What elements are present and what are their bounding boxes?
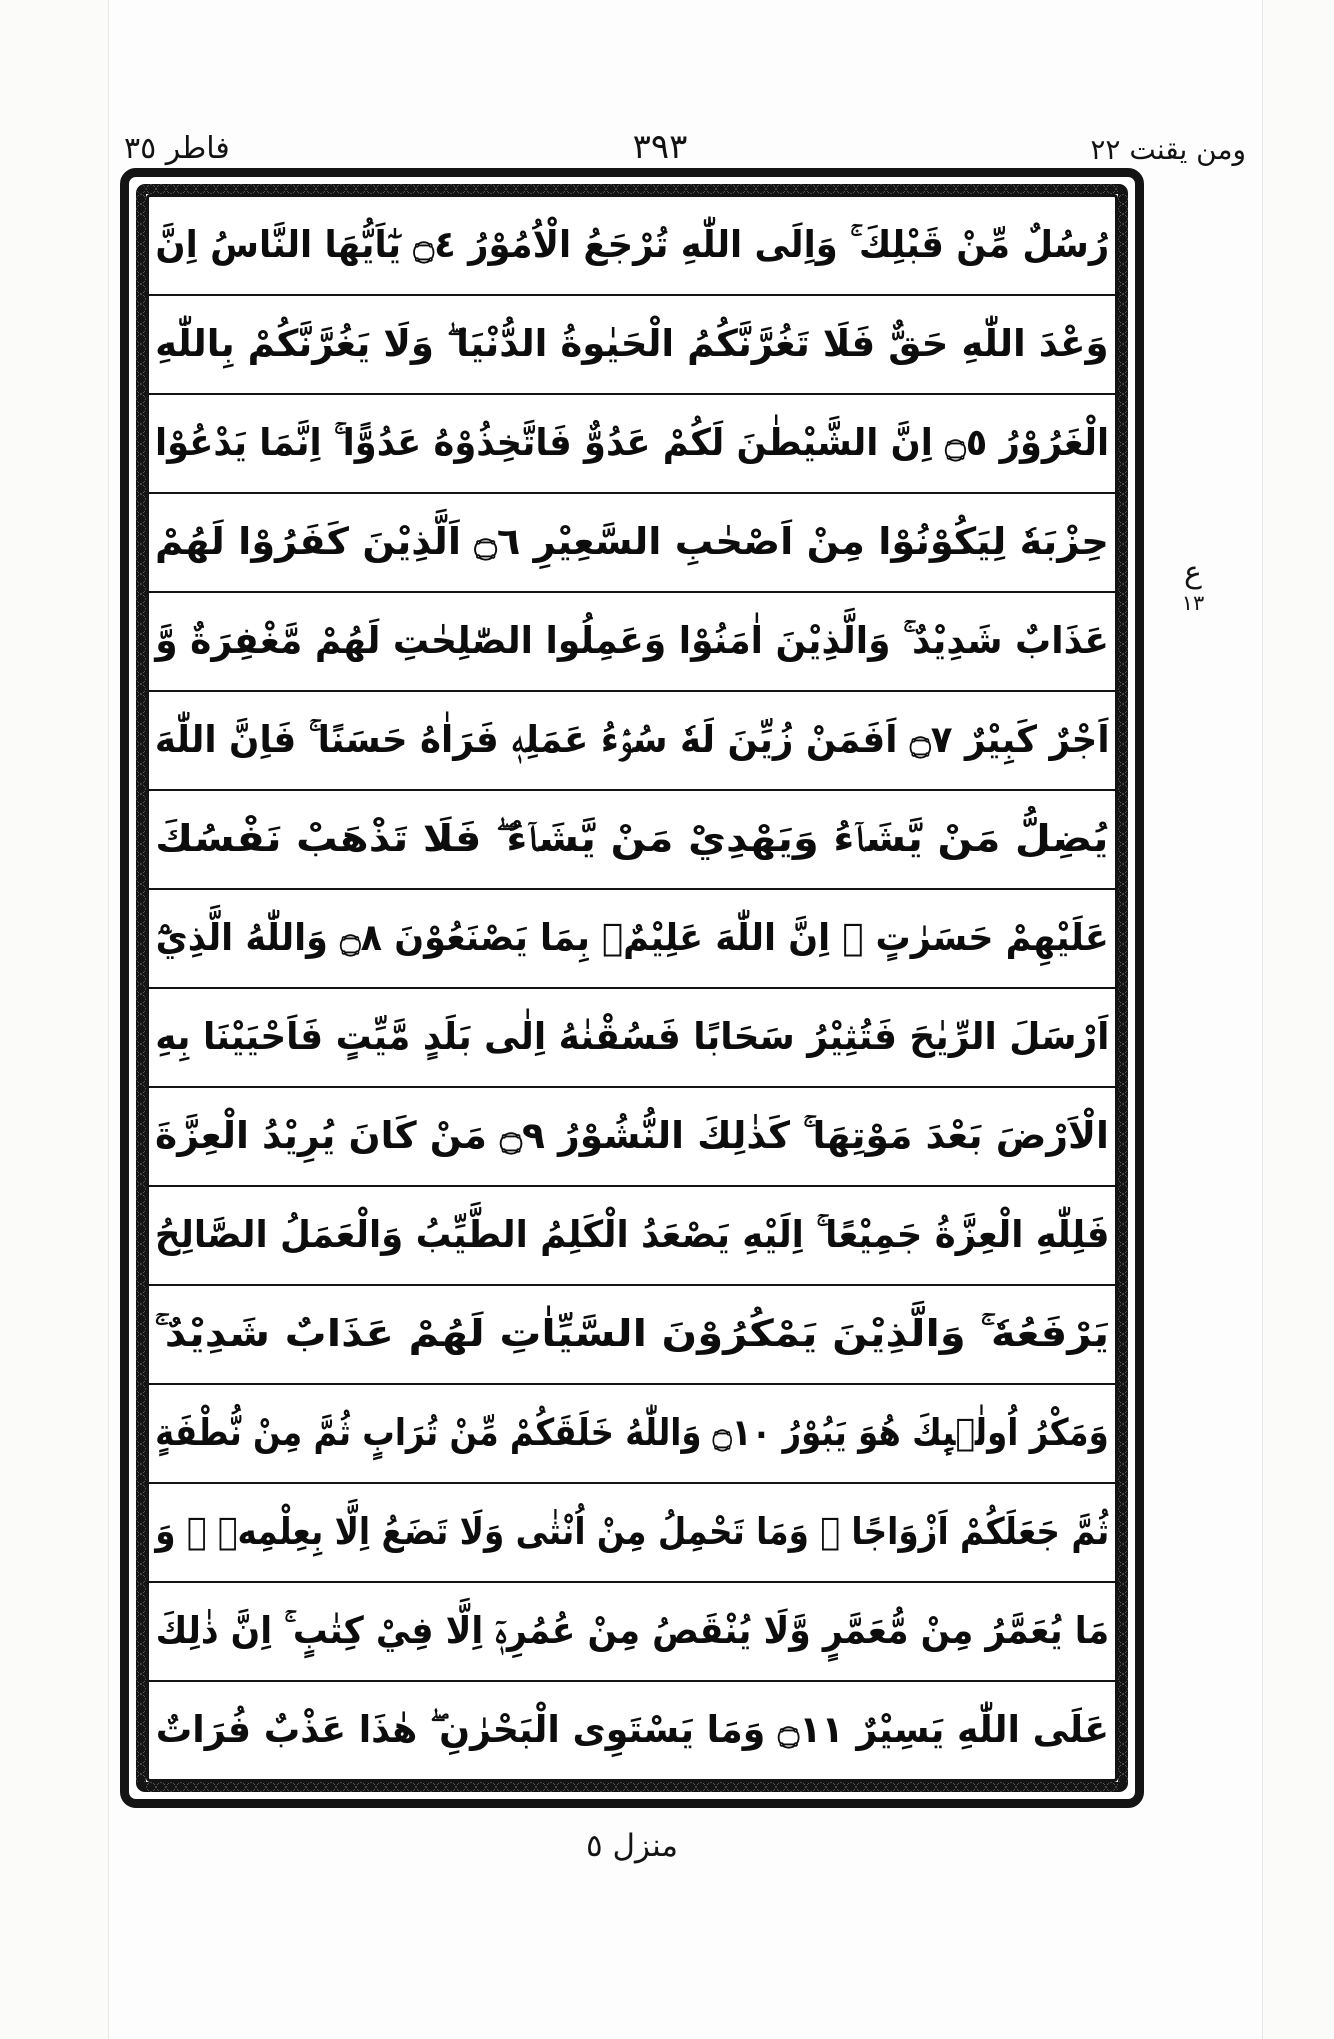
- scan-margin-left: [0, 0, 108, 2039]
- quran-line: [149, 692, 1115, 791]
- quran-line: [149, 1583, 1115, 1682]
- quran-line-text: اَجْرٌ كَبِيْرٌ ۝٧ اَفَمَنْ زُيِّنَ لَهٗ سُوْۤءُ عَمَلِهٖ فَرَاٰهُ حَسَنًا ۚ فَاِنَّ اللّٰهَ: [154, 718, 1110, 762]
- quran-line-text: رُسُلٌ مِّنْ قَبْلِكَ ۚ وَاِلَى اللّٰهِ تُرْجَعُ الْاُمُوْرُ ۝٤ يٰٓاَيُّهَا النَّاسُ اِنَّ: [155, 223, 1109, 267]
- quran-line-text: وَعْدَ اللّٰهِ حَقٌّ فَلَا تَغُرَّنَّكُمُ الْحَيٰوةُ الدُّنْيَا ۖ وَلَا يَغُرَّنَّكُمْ بِاللّٰهِ: [155, 322, 1109, 366]
- quran-line: [149, 1385, 1115, 1484]
- quran-line: [149, 1484, 1115, 1583]
- quran-line: [149, 791, 1115, 890]
- manzil-label: منزل ٥: [585, 1828, 679, 1864]
- quran-line: [149, 1187, 1115, 1286]
- quran-line-text: مَا يُعَمَّرُ مِنْ مُّعَمَّرٍ وَّلَا يُنْقَصُ مِنْ عُمُرِهٖٓ اِلَّا فِيْ كِتٰبٍ ۚ اِنَّ ذٰلِكَ: [155, 1609, 1109, 1653]
- quran-line: [149, 395, 1115, 494]
- quran-text-lines: [149, 197, 1115, 1779]
- ruku-number: ١٣: [1181, 590, 1205, 615]
- quran-line-text: اَرْسَلَ الرِّيٰحَ فَتُثِيْرُ سَحَابًا فَسُقْنٰهُ اِلٰى بَلَدٍ مَّيِّتٍ فَاَحْيَيْنَا بِهِ: [154, 1015, 1110, 1059]
- quran-line-text: عَلَيْهِمْ حَسَرٰتٍ ۚ اِنَّ اللّٰهَ عَلِيْمٌۢ بِمَا يَصْنَعُوْنَ ۝٨ وَاللّٰهُ الَّذِيْٓ: [155, 916, 1109, 960]
- text-frame-inner-rule: [146, 194, 1118, 1782]
- scan-edge-right: [1262, 0, 1263, 2039]
- surah-name-header: فاطر ٣٥: [124, 131, 230, 166]
- text-frame-outer: [120, 168, 1144, 1808]
- quran-line: [149, 1088, 1115, 1187]
- quran-line-text: الْاَرْضَ بَعْدَ مَوْتِهَا ۚ كَذٰلِكَ النُّشُوْرُ ۝٩ مَنْ كَانَ يُرِيْدُ الْعِزَّةَ: [155, 1114, 1109, 1158]
- scan-edge-left: [108, 0, 109, 2039]
- quran-line-text: ثُمَّ جَعَلَكُمْ اَزْوَاجًا ۚ وَمَا تَحْمِلُ مِنْ اُنْثٰى وَلَا تَضَعُ اِلَّا بِعِلْمِهٖ ۚ وَ: [154, 1510, 1110, 1554]
- quran-line: [149, 296, 1115, 395]
- quran-line: [149, 1682, 1115, 1779]
- page-number: ٣٩٣: [632, 127, 688, 167]
- page-footer: [120, 1828, 1144, 1864]
- quran-line: [149, 197, 1115, 296]
- quran-line: [149, 890, 1115, 989]
- quran-line: [149, 494, 1115, 593]
- text-frame-beaded-border: [136, 184, 1128, 1792]
- ruku-symbol: ع: [1184, 555, 1202, 590]
- quran-line-text: عَلَى اللّٰهِ يَسِيْرٌ ۝١١ وَمَا يَسْتَوِى الْبَحْرٰنِ ۖ هٰذَا عَذْبٌ فُرَاتٌ: [155, 1708, 1109, 1752]
- quran-line-text: يُضِلُّ مَنْ يَّشَاۤءُ وَيَهْدِيْ مَنْ يَّشَاۤءُ ۖ فَلَا تَذْهَبْ نَفْسُكَ: [155, 817, 1109, 861]
- quran-line: [149, 989, 1115, 1088]
- page-header: [108, 108, 1262, 167]
- quran-line-text: حِزْبَهٗ لِيَكُوْنُوْا مِنْ اَصْحٰبِ السَّعِيْرِ ۝٦ اَلَّذِيْنَ كَفَرُوْا لَهُمْ: [155, 520, 1109, 564]
- scan-margin-right: [1262, 0, 1334, 2039]
- quran-line-text: وَمَكْرُ اُولٰۤىِٕكَ هُوَ يَبُوْرُ ۝١٠ وَاللّٰهُ خَلَقَكُمْ مِّنْ تُرَابٍ ثُمَّ مِنْ نُّطْفَةٍ: [155, 1411, 1109, 1455]
- quran-line: [149, 593, 1115, 692]
- quran-line-text: الْغَرُوْرُ ۝٥ اِنَّ الشَّيْطٰنَ لَكُمْ عَدُوٌّ فَاتَّخِذُوْهُ عَدُوًّا ۚ اِنَّمَا يَدْعُوْا: [154, 421, 1110, 465]
- quran-line-text: فَلِلّٰهِ الْعِزَّةُ جَمِيْعًا ۚ اِلَيْهِ يَصْعَدُ الْكَلِمُ الطَّيِّبُ وَالْعَمَلُ الصَّالِحُ: [154, 1213, 1110, 1257]
- quran-line-text: عَذَابٌ شَدِيْدٌ ۚ وَالَّذِيْنَ اٰمَنُوْا وَعَمِلُوا الصّٰلِحٰتِ لَهُمْ مَّغْفِرَةٌ وَّ: [155, 619, 1109, 663]
- ruku-marker: [1166, 556, 1220, 615]
- quran-line-text: يَرْفَعُهٗ ۚ وَالَّذِيْنَ يَمْكُرُوْنَ السَّيِّاٰتِ لَهُمْ عَذَابٌ شَدِيْدٌ ۚ: [154, 1312, 1110, 1356]
- juz-name-header: ومن يقنت ٢٢: [1090, 133, 1246, 166]
- quran-line: [149, 1286, 1115, 1385]
